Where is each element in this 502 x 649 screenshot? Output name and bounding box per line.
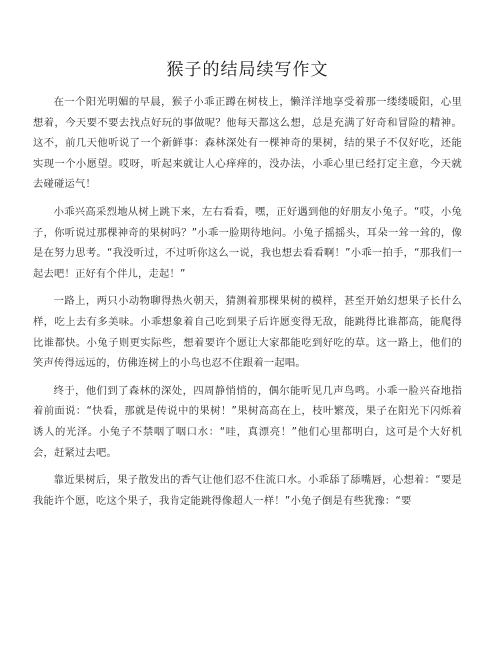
paragraph: 一路上，两只小动物聊得热火朝天，猜测着那棵果树的模样，甚至开始幻想果子长什么样，吃上去有多美味。小乖想象着自己吃到果子后许愿变得无敌，能跳得比谁都高，能爬得比谁都快。小兔子则更实际些，想着要许个愿让大家都能吃到好吃的草。这一路上，他们的笑声传得远远的，仿佛连树上的小鸟也忍不住跟着一起唱。 [33, 295, 462, 370]
paragraph: 终于，他们到了森林的深处，四周静悄悄的，偶尔能听见几声鸟鸣。小乖一脸兴奋地指着前面说：“快看，那就是传说中的果树！”果树高高在上，枝叶繁茂，果子在阳光下闪烁着诱人的光泽。小兔子不禁咽了咽口水：“哇，真漂亮！”他们心里都明白，这可是个大好机会，赶紧过去吧。 [33, 384, 462, 459]
paragraph: 靠近果树后，果子散发出的香气让他们忍不住流口水。小乖舔了舔嘴唇，心想着：“要是我能许个愿，吃这个果子，我肯定能跳得像超人一样！”小兔子倒是有些犹豫：“要 [33, 474, 462, 507]
paragraph: 在一个阳光明媚的早晨，猴子小乖正蹲在树枝上，懒洋洋地享受着那一缕缕暖阳，心里想着，今天要不要去找点好玩的事做呢？他每天都这么想，总是充满了好奇和冒险的精神。这不，前几天他听说了一个新鲜事：森林深处有一棵神奇的果树，结的果子不仅好吃，还能实现一个小愿望。哎呀，听起来就让人心痒痒的，没办法，小乖心里已经打定主意，今天就去碰碰运气！ [33, 96, 462, 191]
document-body [33, 92, 462, 511]
document-title: 猴子的结局续写作文 [166, 60, 329, 80]
paragraph: 小乖兴高采烈地从树上跳下来，左右看看，嘿，正好遇到他的好朋友小兔子。“哎，小兔子，你听说过那棵神奇的果树吗？”小乖一脸期待地问。小兔子摇摇头，耳朵一耸一耸的，像是在努力思考。“我没听过，不过听你这么一说，我也想去看看啊！”小乖一拍手，“那我们一起去吧！正好有个伴儿，走起！” [33, 205, 462, 280]
